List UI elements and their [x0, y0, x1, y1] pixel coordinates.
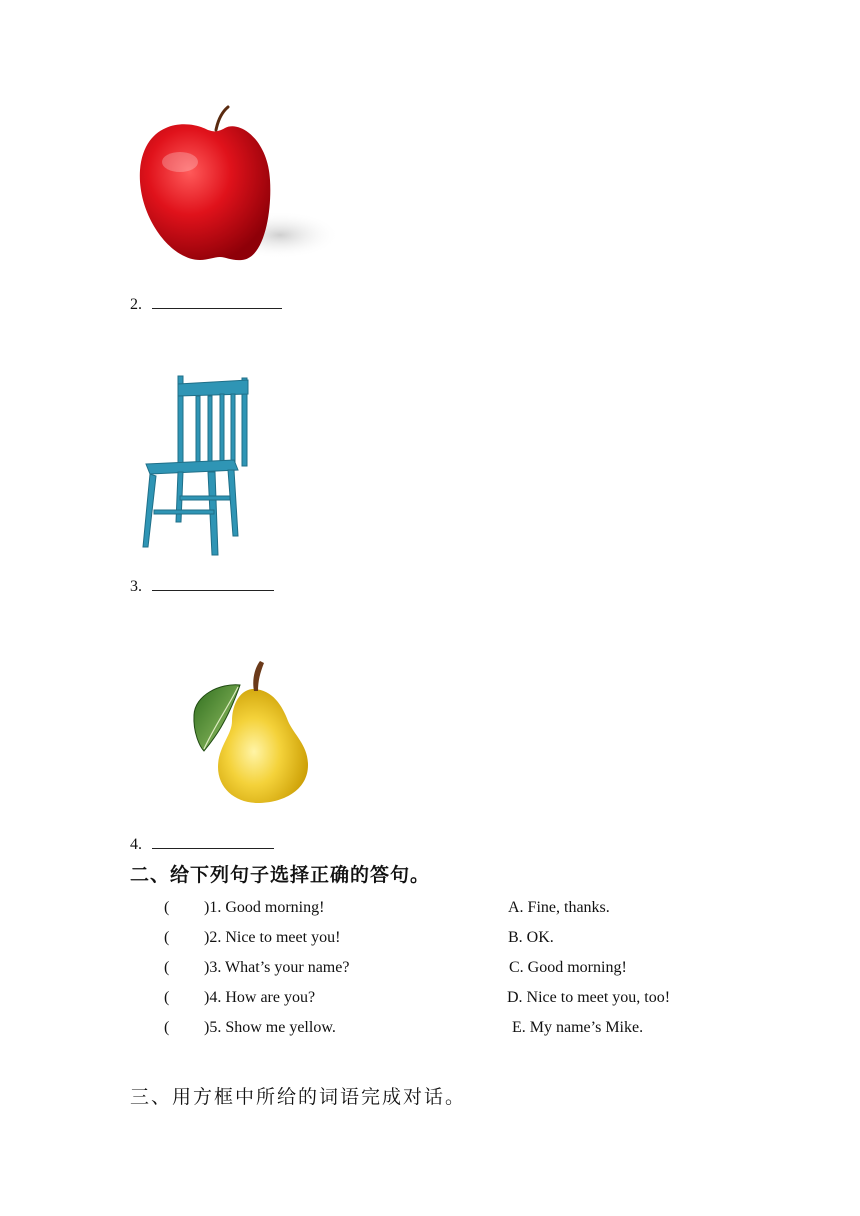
vocab-number: 3. [130, 578, 142, 595]
answer-paren[interactable]: ( [164, 1019, 170, 1036]
matching-row [164, 923, 724, 953]
vocab-item-4 [130, 834, 274, 854]
chair-picture [138, 372, 253, 558]
matching-row [164, 953, 724, 983]
answer-option: A. Fine, thanks. [508, 899, 610, 916]
answer-option: C. Good morning! [509, 959, 627, 976]
answer-paren[interactable]: ( [164, 989, 170, 1006]
answer-option: D. Nice to meet you, too! [507, 989, 671, 1006]
section-2-title: 二、给下列句子选择正确的答句。 [130, 864, 431, 886]
answer-paren[interactable]: ( [164, 929, 170, 946]
question-text: )1. Good morning! [204, 899, 325, 916]
answer-blank[interactable] [152, 294, 282, 309]
answer-blank[interactable] [152, 576, 274, 591]
pear-picture [190, 655, 315, 807]
question-text: )4. How are you? [204, 989, 316, 1006]
question-text: )5. Show me yellow. [204, 1019, 336, 1036]
matching-row [164, 983, 724, 1013]
answer-option: E. My name’s Mike. [512, 1019, 644, 1036]
matching-row [164, 893, 724, 923]
question-text: )2. Nice to meet you! [204, 929, 341, 946]
matching-list [164, 893, 724, 1043]
answer-paren[interactable]: ( [164, 959, 170, 976]
vocab-number: 2. [130, 296, 142, 313]
matching-row [164, 1013, 724, 1043]
answer-option: B. OK. [508, 929, 554, 946]
section-3-title: 三、用方框中所给的词语完成对话。 [130, 1086, 467, 1108]
answer-blank[interactable] [152, 834, 274, 849]
vocab-item-2 [130, 294, 282, 314]
answer-paren[interactable]: ( [164, 899, 170, 916]
vocab-number: 4. [130, 836, 142, 853]
vocab-item-3 [130, 576, 274, 596]
apple-picture [130, 100, 340, 270]
question-text: )3. What’s your name? [204, 959, 350, 976]
